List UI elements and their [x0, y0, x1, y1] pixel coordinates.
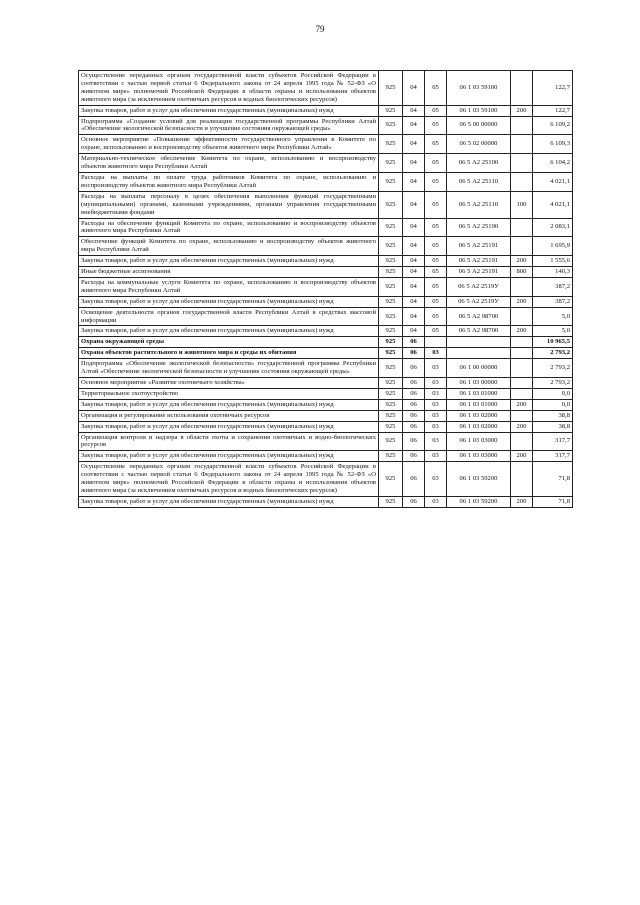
- cell-amount: 317,7: [533, 432, 573, 451]
- cell-amount: 387,2: [533, 296, 573, 307]
- cell-ministry: 925: [379, 326, 403, 337]
- cell-ministry: 925: [379, 378, 403, 389]
- cell-section: 04: [403, 172, 425, 191]
- table-row: [79, 359, 573, 378]
- cell-ministry: 925: [379, 451, 403, 462]
- cell-expense-type: [511, 237, 533, 256]
- cell-expense-type: 100: [511, 191, 533, 218]
- table-row: [79, 348, 573, 359]
- cell-target: 06 1 03 59200: [447, 496, 511, 507]
- cell-expense-type: [511, 348, 533, 359]
- cell-amount: 38,8: [533, 410, 573, 421]
- cell-section: 06: [403, 421, 425, 432]
- cell-name: Освещение деятельности органов государственной власти Республики Алтай в средствах массовой информации: [79, 307, 379, 326]
- cell-section: 06: [403, 410, 425, 421]
- cell-target: [447, 348, 511, 359]
- cell-ministry: 925: [379, 191, 403, 218]
- cell-target: 06 5 А2 25191: [447, 256, 511, 267]
- cell-amount: 6 109,3: [533, 135, 573, 154]
- cell-section: 06: [403, 451, 425, 462]
- cell-target: 06 1 00 00000: [447, 359, 511, 378]
- cell-ministry: 925: [379, 154, 403, 173]
- cell-expense-type: [511, 172, 533, 191]
- cell-subsection: 03: [425, 462, 447, 497]
- cell-subsection: [425, 337, 447, 348]
- cell-ministry: 925: [379, 105, 403, 116]
- cell-subsection: 05: [425, 237, 447, 256]
- cell-ministry: 925: [379, 172, 403, 191]
- cell-amount: 6 104,2: [533, 154, 573, 173]
- cell-name: Закупка товаров, работ и услуг для обеспечения государственных (муниципальных) нужд: [79, 451, 379, 462]
- table-row: [79, 378, 573, 389]
- cell-amount: 4 021,1: [533, 172, 573, 191]
- cell-ministry: 925: [379, 267, 403, 278]
- cell-target: 06 1 03 03000: [447, 432, 511, 451]
- cell-ministry: 925: [379, 410, 403, 421]
- cell-ministry: 925: [379, 399, 403, 410]
- table-row: [79, 337, 573, 348]
- cell-amount: 2 793,2: [533, 359, 573, 378]
- cell-ministry: 925: [379, 71, 403, 106]
- cell-amount: 387,2: [533, 277, 573, 296]
- cell-target: 06 1 03 01000: [447, 399, 511, 410]
- cell-target: 06 5 А2 25110: [447, 172, 511, 191]
- cell-expense-type: 200: [511, 296, 533, 307]
- cell-section: 04: [403, 154, 425, 173]
- table-row: [79, 237, 573, 256]
- cell-expense-type: [511, 337, 533, 348]
- cell-name: Закупка товаров, работ и услуг для обеспечения государственных (муниципальных) нужд: [79, 326, 379, 337]
- table-row: [79, 277, 573, 296]
- table-row: [79, 105, 573, 116]
- cell-ministry: 925: [379, 359, 403, 378]
- cell-name: Подпрограмма «Создание условий для реализации государственной программы Республики Алтай «Обеспечение экологической безопасности и улучшение состояния окружающей среды»: [79, 116, 379, 135]
- table-row: [79, 307, 573, 326]
- cell-subsection: 05: [425, 267, 447, 278]
- table-row: [79, 218, 573, 237]
- cell-expense-type: [511, 71, 533, 106]
- cell-expense-type: [511, 218, 533, 237]
- cell-section: 06: [403, 359, 425, 378]
- cell-subsection: 03: [425, 451, 447, 462]
- cell-expense-type: [511, 432, 533, 451]
- cell-section: 04: [403, 267, 425, 278]
- cell-name: Расходы на выплаты персоналу в целях обеспечения выполнения функций государственными (муниципальными) органами, казенными учреждениями, органами управления государственными внебюджетными фондами: [79, 191, 379, 218]
- cell-amount: 317,7: [533, 451, 573, 462]
- cell-amount: 4 021,1: [533, 191, 573, 218]
- table-row: [79, 116, 573, 135]
- cell-target: 06 1 03 59200: [447, 462, 511, 497]
- cell-expense-type: [511, 359, 533, 378]
- cell-expense-type: [511, 277, 533, 296]
- cell-expense-type: [511, 378, 533, 389]
- cell-name: Основное мероприятие «Повышение эффективности государственного управления в Комитете по охране, использованию и воспроизводству объектов животного мира Республики Алтай»: [79, 135, 379, 154]
- cell-expense-type: [511, 135, 533, 154]
- cell-subsection: 03: [425, 348, 447, 359]
- cell-subsection: 05: [425, 172, 447, 191]
- cell-subsection: 03: [425, 359, 447, 378]
- cell-subsection: 05: [425, 296, 447, 307]
- table-row: [79, 399, 573, 410]
- cell-amount: 140,3: [533, 267, 573, 278]
- table-row: [79, 462, 573, 497]
- cell-section: 06: [403, 399, 425, 410]
- table-row: [79, 71, 573, 106]
- cell-section: 06: [403, 348, 425, 359]
- cell-ministry: 925: [379, 462, 403, 497]
- cell-name: Расходы на коммунальные услуги Комитета по охране, использованию и воспроизводству объектов животного мира Республики Алтай: [79, 277, 379, 296]
- cell-section: 04: [403, 135, 425, 154]
- cell-subsection: 05: [425, 191, 447, 218]
- cell-target: 06 1 03 02000: [447, 410, 511, 421]
- cell-subsection: 05: [425, 135, 447, 154]
- cell-ministry: 925: [379, 337, 403, 348]
- cell-section: 06: [403, 432, 425, 451]
- table-row: [79, 172, 573, 191]
- cell-target: 06 5 А2 25191: [447, 267, 511, 278]
- cell-name: Осуществление переданных органам государственной власти субъектов Российской Федерации в соответствии с частью первой статьи 6 Федерального закона от 24 апреля 1995 года № 52-ФЗ «О животном мире» полномочий Российской Федерации в области охраны и использования объектов животного мира (за исключением охотничьих ресурсов и водных биологических ресурсов): [79, 462, 379, 497]
- cell-amount: 2 083,1: [533, 218, 573, 237]
- cell-subsection: 05: [425, 307, 447, 326]
- cell-ministry: 925: [379, 237, 403, 256]
- cell-ministry: 925: [379, 348, 403, 359]
- cell-subsection: 03: [425, 378, 447, 389]
- table-row: [79, 256, 573, 267]
- cell-amount: 0,0: [533, 399, 573, 410]
- cell-target: 06 5 А2 2519У: [447, 296, 511, 307]
- cell-name: Закупка товаров, работ и услуг для обеспечения государственных (муниципальных) нужд: [79, 105, 379, 116]
- cell-subsection: 05: [425, 71, 447, 106]
- cell-ministry: 925: [379, 432, 403, 451]
- cell-amount: 10 965,5: [533, 337, 573, 348]
- cell-ministry: 925: [379, 256, 403, 267]
- cell-subsection: 03: [425, 421, 447, 432]
- cell-expense-type: 200: [511, 496, 533, 507]
- cell-subsection: 05: [425, 218, 447, 237]
- cell-name: Охрана объектов растительного и животного мира и среды их обитания: [79, 348, 379, 359]
- table-row: [79, 135, 573, 154]
- cell-subsection: 03: [425, 399, 447, 410]
- cell-name: Подпрограмма «Обеспечение экологической безопасности» государственной программы Республики Алтай «Обеспечение экологической безопасности и улучшение состояния окружающей среды»: [79, 359, 379, 378]
- cell-section: 06: [403, 378, 425, 389]
- cell-name: Закупка товаров, работ и услуг для обеспечения государственных (муниципальных) нужд: [79, 296, 379, 307]
- cell-target: 06 5 А2 25100: [447, 154, 511, 173]
- cell-subsection: 03: [425, 388, 447, 399]
- cell-expense-type: 200: [511, 105, 533, 116]
- cell-target: 06 5 А2 25110: [447, 191, 511, 218]
- cell-ministry: 925: [379, 296, 403, 307]
- cell-ministry: 925: [379, 116, 403, 135]
- cell-target: 06 1 03 02000: [447, 421, 511, 432]
- cell-expense-type: 200: [511, 256, 533, 267]
- cell-subsection: 05: [425, 256, 447, 267]
- cell-target: 06 5 00 00000: [447, 116, 511, 135]
- budget-table: [78, 70, 573, 508]
- cell-amount: 71,8: [533, 496, 573, 507]
- cell-target: 06 1 03 59100: [447, 71, 511, 106]
- cell-section: 06: [403, 337, 425, 348]
- cell-amount: 38,8: [533, 421, 573, 432]
- cell-amount: 2 793,2: [533, 378, 573, 389]
- cell-ministry: 925: [379, 218, 403, 237]
- cell-target: 06 5 А2 25191: [447, 237, 511, 256]
- cell-expense-type: 200: [511, 326, 533, 337]
- cell-section: 04: [403, 71, 425, 106]
- cell-target: 06 5 А2 98700: [447, 307, 511, 326]
- cell-name: Расходы на обеспечение функций Комитета по охране, использованию и воспроизводству объектов животного мира Республики Алтай: [79, 218, 379, 237]
- cell-name: Обеспечение функций Комитета по охране, использованию и воспроизводству объектов животного мира Республики Алтай: [79, 237, 379, 256]
- cell-name: Охрана окружающей среды: [79, 337, 379, 348]
- cell-amount: 1 555,6: [533, 256, 573, 267]
- cell-name: Территориальное охотоустройство: [79, 388, 379, 399]
- table-row: [79, 326, 573, 337]
- table-row: [79, 267, 573, 278]
- cell-section: 04: [403, 277, 425, 296]
- cell-expense-type: [511, 116, 533, 135]
- cell-section: 04: [403, 218, 425, 237]
- cell-target: 06 5 А2 25190: [447, 218, 511, 237]
- cell-name: Иные бюджетные ассигнования: [79, 267, 379, 278]
- table-row: [79, 421, 573, 432]
- cell-subsection: 05: [425, 105, 447, 116]
- cell-section: 06: [403, 388, 425, 399]
- cell-expense-type: [511, 462, 533, 497]
- cell-subsection: 03: [425, 496, 447, 507]
- table-row: [79, 432, 573, 451]
- cell-expense-type: 800: [511, 267, 533, 278]
- cell-target: 06 5 А2 98700: [447, 326, 511, 337]
- cell-amount: 5,0: [533, 326, 573, 337]
- cell-subsection: 03: [425, 432, 447, 451]
- cell-amount: 122,7: [533, 105, 573, 116]
- cell-ministry: 925: [379, 388, 403, 399]
- cell-ministry: 925: [379, 135, 403, 154]
- cell-amount: 6 109,2: [533, 116, 573, 135]
- cell-target: 06 1 03 00000: [447, 378, 511, 389]
- cell-subsection: 05: [425, 116, 447, 135]
- cell-name: Закупка товаров, работ и услуг для обеспечения государственных (муниципальных) нужд: [79, 496, 379, 507]
- table-row: [79, 410, 573, 421]
- cell-ministry: 925: [379, 307, 403, 326]
- cell-section: 04: [403, 237, 425, 256]
- page-number: 79: [315, 24, 325, 34]
- cell-subsection: 05: [425, 154, 447, 173]
- cell-amount: 0,0: [533, 388, 573, 399]
- cell-section: 06: [403, 496, 425, 507]
- cell-target: 06 5 А2 2519У: [447, 277, 511, 296]
- cell-section: 04: [403, 326, 425, 337]
- cell-subsection: 05: [425, 277, 447, 296]
- cell-name: Закупка товаров, работ и услуг для обеспечения государственных (муниципальных) нужд: [79, 399, 379, 410]
- cell-amount: 122,7: [533, 71, 573, 106]
- cell-name: Осуществление переданных органам государственной власти субъектов Российской Федерации в соответствии с частью первой статьи 6 Федерального закона от 24 апреля 1995 года № 52-ФЗ «О животном мире» полномочий Российской Федерации в области охраны и использования объектов животного мира (за исключением охотничьих ресурсов и водных биологических ресурсов): [79, 71, 379, 106]
- cell-amount: 2 793,2: [533, 348, 573, 359]
- cell-name: Организация и регулирование использования охотничьих ресурсов: [79, 410, 379, 421]
- cell-name: Закупка товаров, работ и услуг для обеспечения государственных (муниципальных) нужд: [79, 256, 379, 267]
- cell-ministry: 925: [379, 421, 403, 432]
- cell-target: 06 5 02 00000: [447, 135, 511, 154]
- cell-amount: 71,8: [533, 462, 573, 497]
- cell-expense-type: 200: [511, 399, 533, 410]
- cell-section: 04: [403, 116, 425, 135]
- cell-section: 04: [403, 105, 425, 116]
- cell-ministry: 925: [379, 277, 403, 296]
- cell-section: 04: [403, 256, 425, 267]
- cell-expense-type: [511, 410, 533, 421]
- cell-name: Расходы на выплаты по оплате труда работников Комитета по охране, использованию и воспроизводству объектов животного мира Республики Алтай: [79, 172, 379, 191]
- cell-section: 04: [403, 296, 425, 307]
- cell-subsection: 05: [425, 326, 447, 337]
- table-row: [79, 191, 573, 218]
- cell-name: Закупка товаров, работ и услуг для обеспечения государственных (муниципальных) нужд: [79, 421, 379, 432]
- cell-section: 04: [403, 307, 425, 326]
- cell-expense-type: [511, 154, 533, 173]
- cell-subsection: 03: [425, 410, 447, 421]
- table-row: [79, 496, 573, 507]
- cell-section: 06: [403, 462, 425, 497]
- cell-name: Материально-техническое обеспечение Комитета по охране, использованию и воспроизводству объектов животного мира Республики Алтай: [79, 154, 379, 173]
- table-row: [79, 154, 573, 173]
- cell-target: [447, 337, 511, 348]
- table-row: [79, 388, 573, 399]
- cell-ministry: 925: [379, 496, 403, 507]
- cell-target: 06 1 03 03000: [447, 451, 511, 462]
- cell-target: 06 1 03 01000: [447, 388, 511, 399]
- cell-expense-type: [511, 307, 533, 326]
- cell-expense-type: [511, 388, 533, 399]
- cell-target: 06 1 03 59100: [447, 105, 511, 116]
- cell-name: Организация контроля и надзора в области охоты и сохранения охотничьих и водно-биологических ресурсов: [79, 432, 379, 451]
- cell-expense-type: 200: [511, 451, 533, 462]
- table-row: [79, 451, 573, 462]
- cell-amount: 1 695,9: [533, 237, 573, 256]
- cell-expense-type: 200: [511, 421, 533, 432]
- table-body: [79, 71, 573, 508]
- cell-name: Основное мероприятие «Развитие охотничьего хозяйства»: [79, 378, 379, 389]
- cell-section: 04: [403, 191, 425, 218]
- table-row: [79, 296, 573, 307]
- cell-amount: 5,0: [533, 307, 573, 326]
